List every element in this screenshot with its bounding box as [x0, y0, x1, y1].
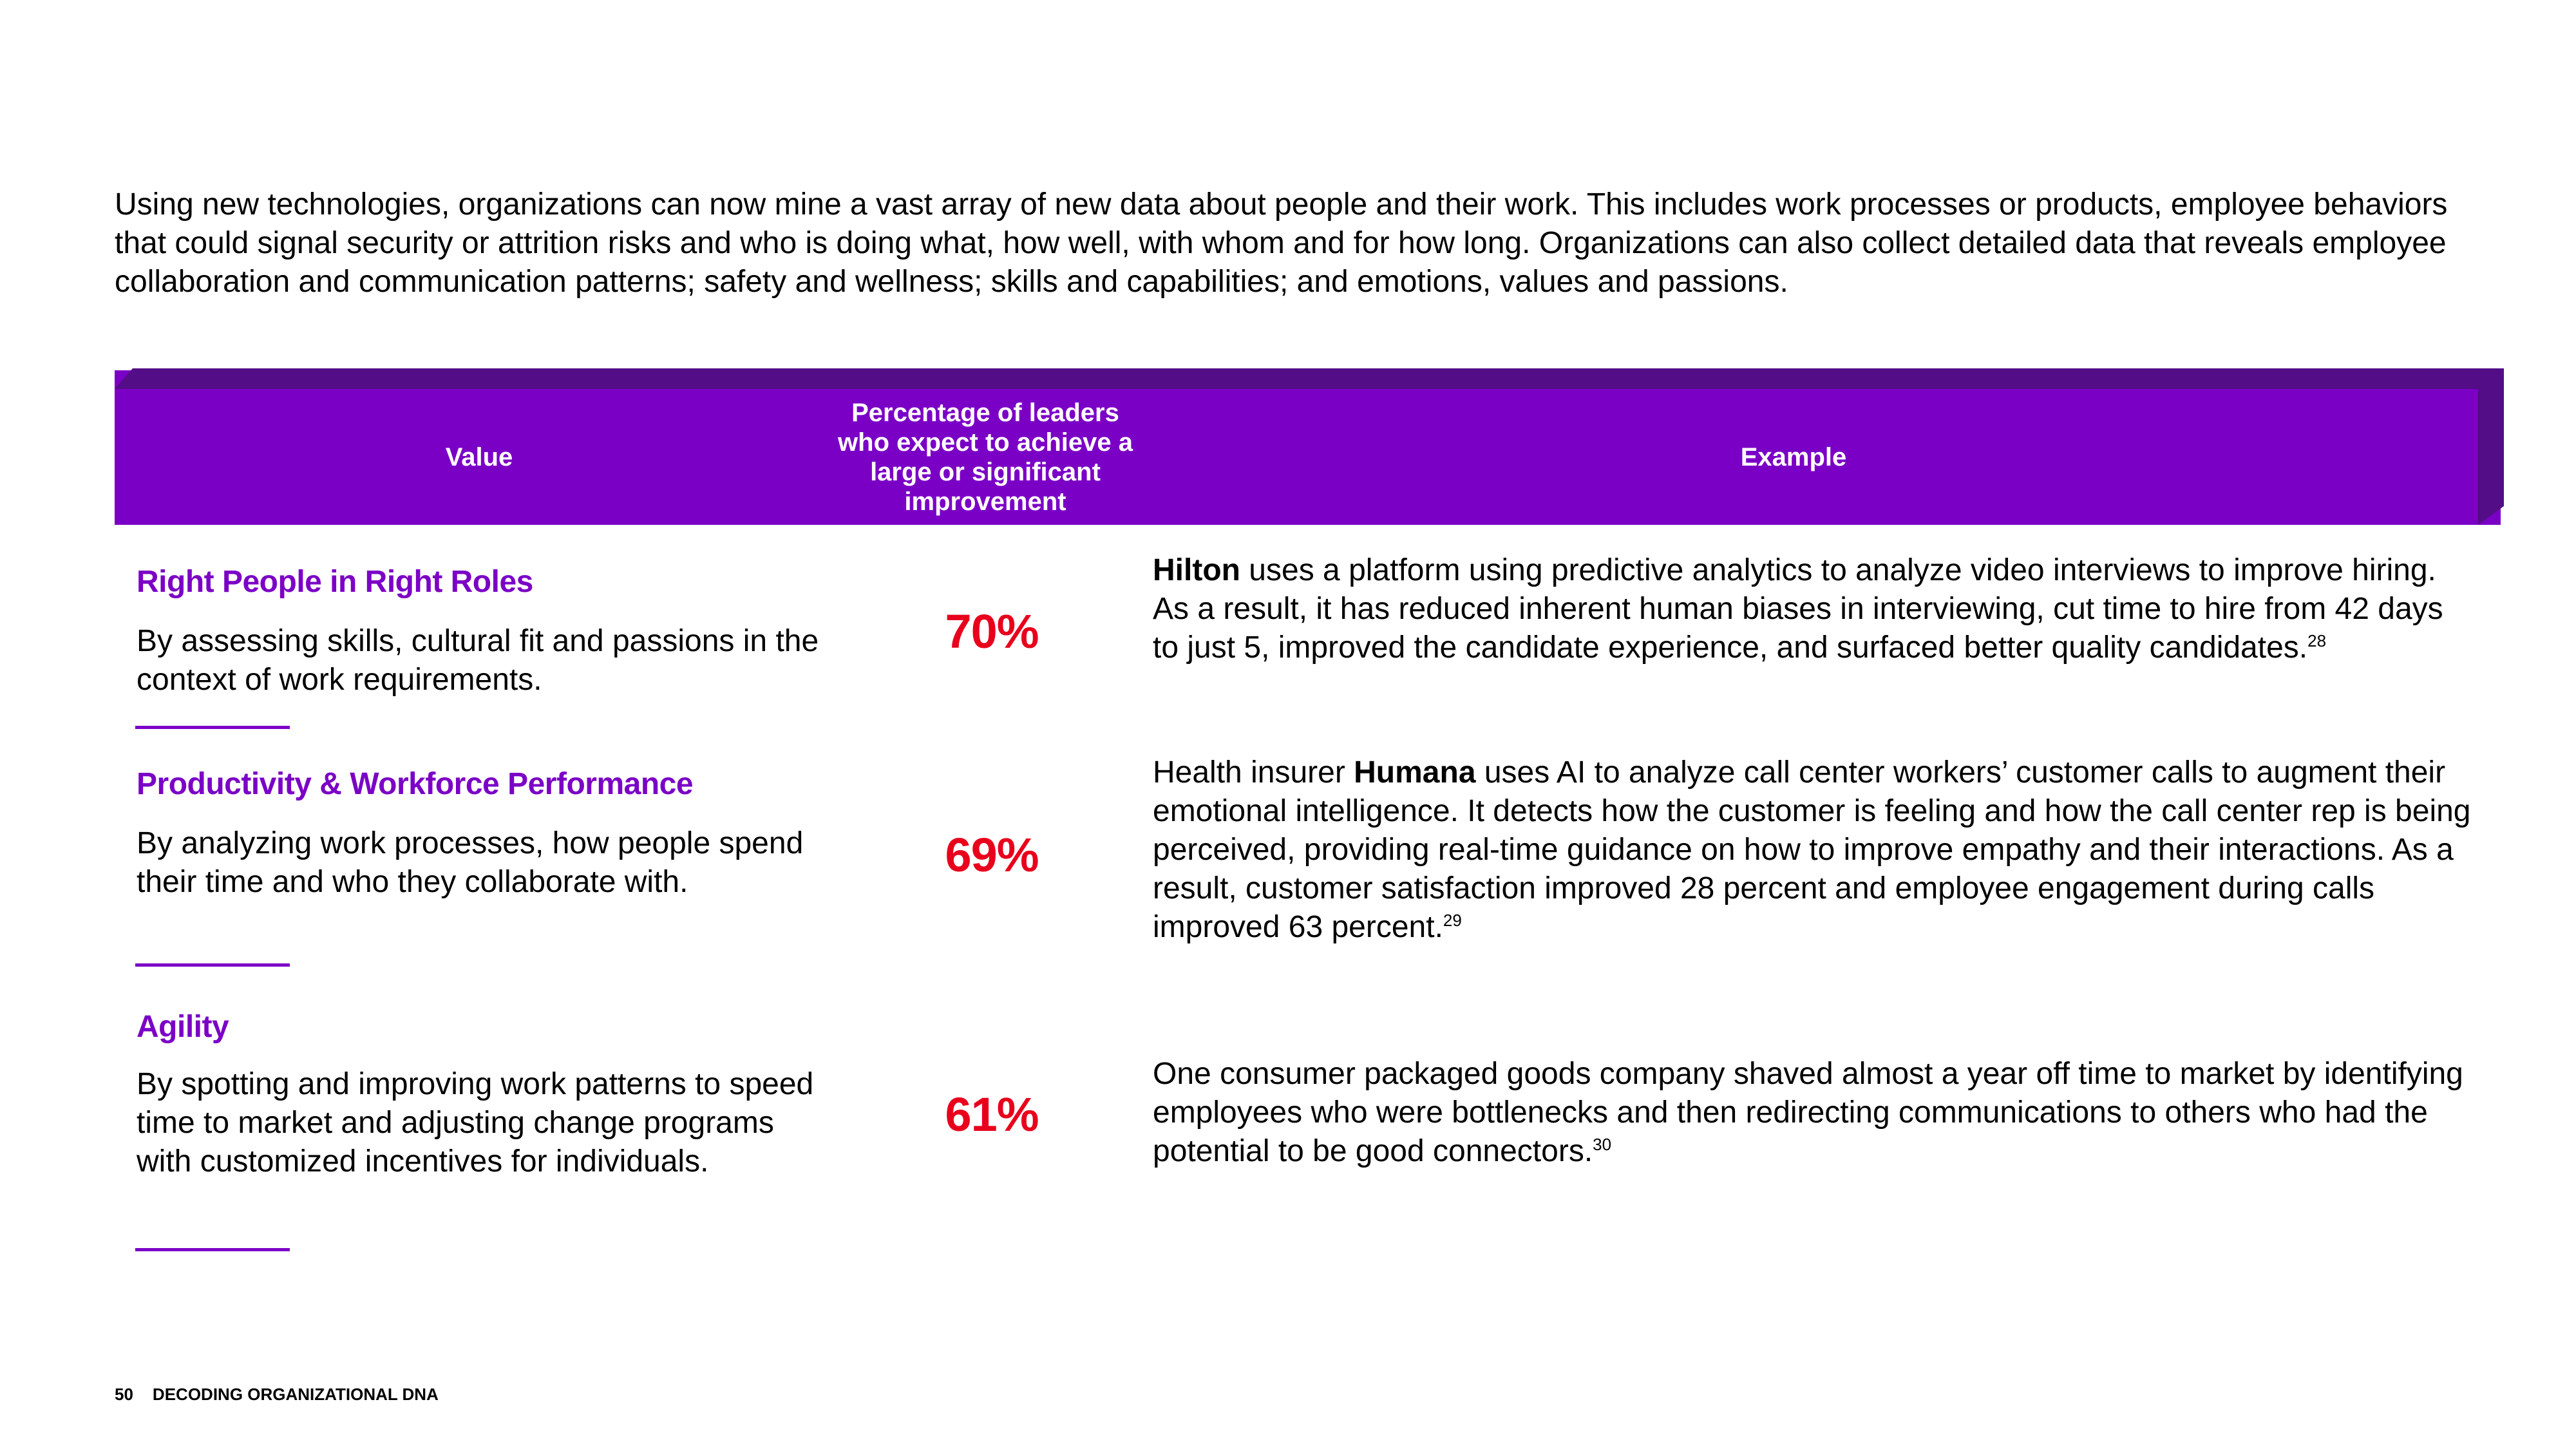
footnote-ref: 28: [2307, 631, 2327, 650]
page-number: 50: [115, 1385, 133, 1404]
example-text: [1153, 753, 2473, 947]
header-bar-top-edge: [115, 368, 2504, 389]
value-underline: [135, 726, 290, 729]
percentage-value: 61%: [945, 1088, 1039, 1141]
value-underline: [135, 963, 290, 967]
value-description: By spotting and improving work patterns to speed time to market and adjusting change programs with customized incentives for individuals.: [137, 1067, 814, 1179]
value-underline: [135, 1248, 290, 1251]
value-title: Agility: [137, 1010, 229, 1044]
footnote-ref: 30: [1593, 1135, 1612, 1154]
header-example: Example: [1740, 442, 1847, 471]
example-body: uses AI to analyze call center workers’ customer calls to augment their emotional intelligence. It detects how the customer is feeling and how the call center rep is being perceived, providing real-time guidance on how to improve empathy and their interactions. As a result, customer satisfaction improved 28 percent and employee engagement during calls improved 63 percent.: [1153, 755, 2471, 944]
example-text: [1153, 551, 2473, 667]
company-name: Hilton: [1153, 553, 1240, 587]
example-text: [1153, 1055, 2473, 1171]
value-title: Right People in Right Roles: [137, 565, 533, 599]
header-bar-side-edge: [2478, 368, 2504, 525]
page-footer: [115, 1385, 439, 1405]
company-name: Humana: [1354, 755, 1476, 790]
value-description: By assessing skills, cultural fit and passions in the context of work requirements.: [137, 624, 819, 697]
value-description: By analyzing work processes, how people spend their time and who they collaborate with.: [137, 826, 804, 899]
header-percentage-label: Percentage of leaders who expect to achieve a large or significant improvement: [838, 398, 1133, 516]
example-intro: Health insurer: [1153, 755, 1354, 790]
percentage-value: 70%: [945, 605, 1039, 658]
percentage-value: 69%: [945, 828, 1039, 882]
example-body: One consumer packaged goods company shaved almost a year off time to market by identifying employees who were bottlenecks and then redirecting communications to others who had the potential to be good connectors.: [1153, 1057, 2463, 1168]
header-value: Value: [445, 442, 513, 471]
value-title: Productivity & Workforce Performance: [137, 767, 694, 801]
footnote-ref: 29: [1443, 911, 1462, 930]
example-body: uses a platform using predictive analytics to analyze video interviews to improve hiring. As a result, it has reduced inherent human biases in interviewing, cut time to hire from 42 days to just 5, improved the candidate experience, and surfaced better quality candidates.: [1153, 553, 2443, 665]
intro-paragraph: Using new technologies, organizations can now mine a vast array of new data about people and their work. This includes work processes or products, employee behaviors that could signal security or attrition risks and who is doing what, how well, with whom and for how long. Organizations can also collect detailed data that reveals employee collaboration and communication patterns; safety and wellness; skills and capabilities; and emotions, values and passions.: [115, 187, 2448, 299]
footer-title: DECODING ORGANIZATIONAL DNA: [152, 1385, 439, 1404]
header-percentage: [837, 389, 1133, 525]
